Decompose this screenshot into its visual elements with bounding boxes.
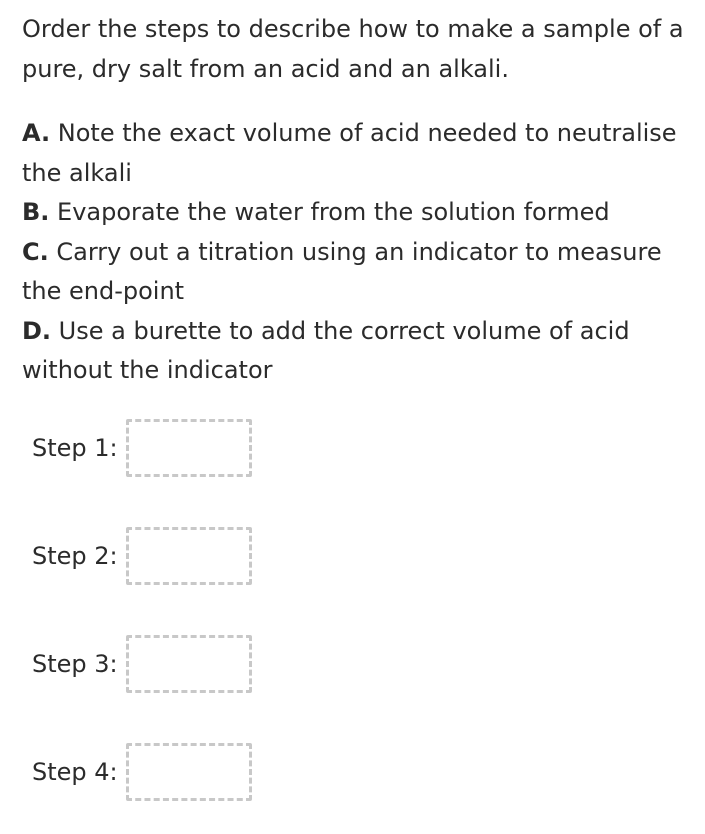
option-letter: C. (22, 237, 49, 266)
option-text: Evaporate the water from the solution formed (49, 198, 610, 226)
step-2-drop-slot[interactable] (126, 527, 252, 585)
step-4-drop-slot[interactable] (126, 743, 252, 801)
step-label: Step 1: (32, 434, 118, 462)
option-a (22, 114, 690, 193)
option-letter: A. (22, 119, 51, 147)
step-label: Step 4: (32, 758, 118, 786)
step-row-3 (32, 635, 252, 693)
step-1-drop-slot[interactable] (126, 419, 252, 477)
step-row-4 (32, 743, 252, 801)
option-b (22, 193, 690, 233)
step-row-2 (32, 527, 252, 585)
step-label: Step 2: (32, 542, 118, 570)
step-row-1 (32, 419, 252, 477)
option-text: Note the exact volume of acid needed to neutralise the alkali (22, 119, 677, 187)
option-list (22, 114, 690, 391)
question-prompt: Order the steps to describe how to make a sample of a pure, dry salt from an acid and an alkali. (22, 15, 684, 83)
option-text: Use a burette to add the correct volume of acid without the indicator (22, 316, 630, 384)
option-text: Carry out a titration using an indicator to measure the end-point (22, 237, 662, 305)
step-label: Step 3: (32, 650, 118, 678)
step-3-drop-slot[interactable] (126, 635, 252, 693)
option-d (22, 312, 690, 391)
option-c (22, 233, 690, 312)
option-letter: B. (22, 198, 50, 226)
option-letter: D. (22, 316, 52, 345)
